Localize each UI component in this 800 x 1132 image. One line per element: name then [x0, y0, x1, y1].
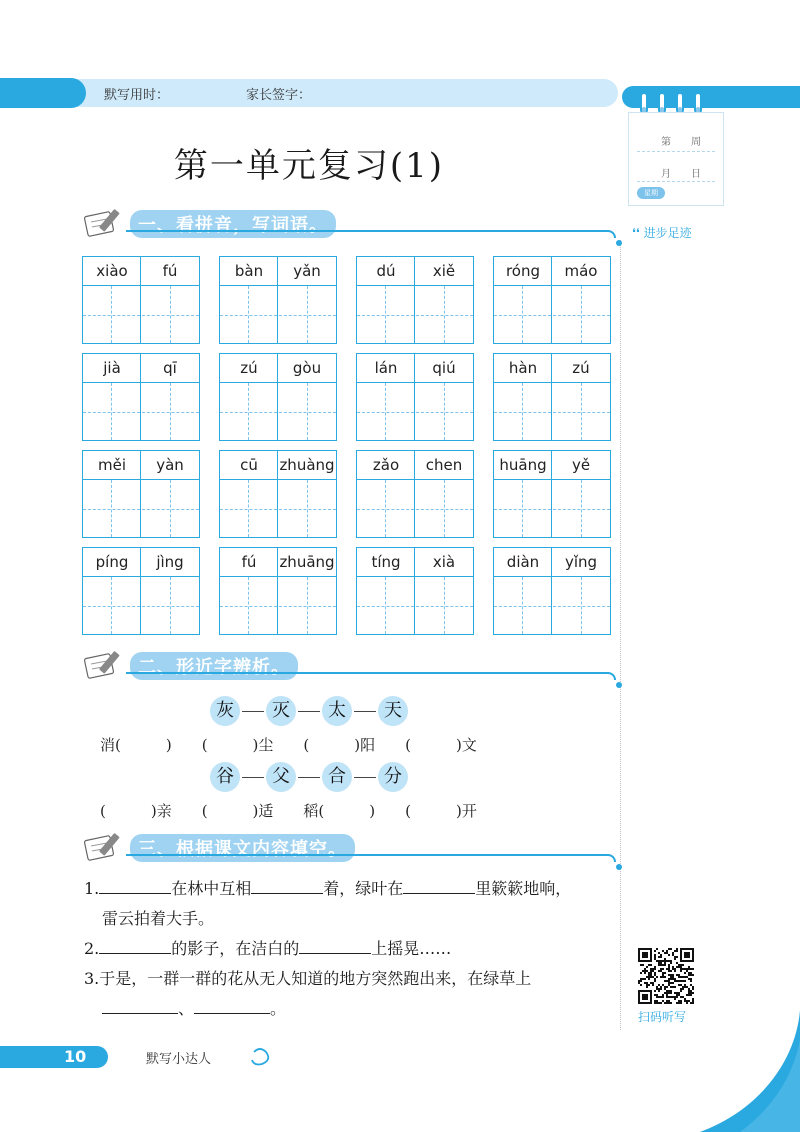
side-divider: [620, 240, 621, 1030]
pinyin-syllable: cū: [240, 456, 258, 474]
guide-line: [385, 480, 386, 537]
progress-label: [632, 224, 692, 241]
section-2-title: 二、形近字辨析。: [130, 652, 298, 680]
grid-line: [494, 479, 610, 480]
grid-line: [220, 382, 336, 383]
guide-line: [357, 315, 473, 316]
pinyin-syllable: hàn: [508, 359, 538, 377]
pinyin-word-box[interactable]: [82, 547, 200, 635]
dash: [354, 711, 376, 712]
question-text: 在林中互相: [171, 879, 252, 898]
ring-icon: [676, 92, 684, 114]
guide-line: [357, 412, 473, 413]
guide-line: [522, 286, 523, 343]
section-1-title: 一、看拼音，写词语。: [130, 210, 336, 238]
grid-line: [140, 257, 141, 343]
grid-line: [83, 285, 199, 286]
dash: [242, 777, 264, 778]
guide-line: [248, 383, 249, 440]
char-bubble: 合: [322, 762, 352, 792]
grid-line: [277, 548, 278, 634]
pinyin-syllable: chen: [425, 456, 463, 474]
question-1-line2: 雷云拍着大手。: [102, 909, 215, 928]
pinyin-word-box[interactable]: [82, 256, 200, 344]
ring-icon: [640, 92, 648, 114]
guide-line: [111, 383, 112, 440]
grid-line: [551, 451, 552, 537]
pinyin-syllable: jìng: [156, 553, 184, 571]
dash: [242, 711, 264, 712]
question-2: [84, 936, 451, 959]
grid-line: [277, 451, 278, 537]
ring-icon: [658, 92, 666, 114]
answer-blank[interactable]: [403, 880, 475, 894]
page-corner-decoration: [700, 1010, 800, 1132]
guide-line: [220, 606, 336, 607]
guide-line: [522, 383, 523, 440]
grid-line: [494, 285, 610, 286]
pinyin-syllable: fú: [241, 553, 257, 571]
pinyin-word-box[interactable]: [493, 353, 611, 441]
pinyin-word-box[interactable]: [356, 353, 474, 441]
guide-line: [522, 480, 523, 537]
grid-line: [494, 576, 610, 577]
pinyin-syllable: dú: [376, 262, 396, 280]
section-rule: [126, 672, 616, 680]
page-number: 10: [0, 1046, 108, 1068]
grid-line: [277, 354, 278, 440]
answer-blank[interactable]: [102, 1000, 178, 1014]
pinyin-syllable: yě: [571, 456, 591, 474]
grid-line: [220, 576, 336, 577]
pinyin-syllable: zhuàng: [279, 456, 335, 474]
section-dot: [616, 864, 622, 870]
grid-line: [551, 257, 552, 343]
pinyin-word-box[interactable]: [82, 450, 200, 538]
footprints-icon: ❛❛: [632, 226, 640, 240]
section-3-heading: [82, 830, 622, 860]
guide-line: [522, 577, 523, 634]
header-strip: [0, 78, 618, 108]
pinyin-syllable: xià: [432, 553, 456, 571]
pinyin-syllable: zú: [240, 359, 258, 377]
guide-line: [444, 480, 445, 537]
guide-line: [83, 606, 199, 607]
pinyin-grid: [82, 256, 612, 638]
guide-line: [170, 577, 171, 634]
guide-line: [307, 383, 308, 440]
section-1-heading: [82, 206, 622, 236]
calendar-week: 第 周: [661, 137, 701, 148]
grid-line: [220, 285, 336, 286]
calendar-card: [628, 112, 724, 206]
question-text: 的影子，在洁白的: [171, 939, 300, 958]
swirl-icon: [250, 1046, 274, 1068]
guide-line: [111, 577, 112, 634]
grid-line: [414, 451, 415, 537]
grid-line: [83, 382, 199, 383]
section-2-heading: [82, 648, 622, 678]
pinyin-word-box[interactable]: [356, 450, 474, 538]
grid-line: [414, 548, 415, 634]
ring-icon: [694, 92, 702, 114]
question-number: 3.: [84, 969, 100, 988]
calendar-divider: [637, 151, 715, 152]
dash: [298, 777, 320, 778]
guide-line: [170, 383, 171, 440]
pinyin-syllable: yǐng: [564, 553, 598, 571]
pinyin-syllable: máo: [564, 262, 598, 280]
question-text: 着，绿叶在: [323, 879, 404, 898]
pinyin-syllable: tíng: [371, 553, 401, 571]
period: 。: [270, 999, 287, 1018]
pinyin-syllable: huāng: [499, 456, 547, 474]
qr-code-icon[interactable]: [638, 948, 694, 1004]
fill-row-2[interactable]: ( )亲 ( )适 稻( ) ( )开: [100, 802, 477, 820]
guide-line: [83, 412, 199, 413]
guide-line: [444, 286, 445, 343]
grid-line: [414, 354, 415, 440]
char-bubble: 太: [322, 696, 352, 726]
section-dot: [616, 240, 622, 246]
char-bubble: 灰: [210, 696, 240, 726]
pinyin-syllable: gòu: [292, 359, 322, 377]
pinyin-syllable: róng: [505, 262, 541, 280]
guide-line: [83, 315, 199, 316]
guide-line: [307, 480, 308, 537]
guide-line: [248, 286, 249, 343]
guide-line: [170, 286, 171, 343]
grid-line: [140, 354, 141, 440]
pinyin-syllable: píng: [95, 553, 129, 571]
section-3-title: 三、根据课文内容填空。: [130, 834, 355, 862]
dictation-time-label: 默写用时：: [104, 88, 170, 103]
calendar-date: 月 日: [661, 169, 701, 180]
guide-line: [385, 383, 386, 440]
pinyin-word-box[interactable]: [219, 353, 337, 441]
notebook-pencil-icon: [82, 206, 128, 240]
pinyin-word-box[interactable]: [219, 547, 337, 635]
guide-line: [494, 606, 610, 607]
section-dot: [616, 682, 622, 688]
grid-line: [551, 548, 552, 634]
answer-blank[interactable]: [194, 1000, 270, 1014]
book-title: 默写小达人: [146, 1052, 212, 1067]
grid-line: [414, 257, 415, 343]
guide-line: [494, 412, 610, 413]
progress-text: 进步足迹: [643, 226, 692, 240]
pinyin-syllable: qī: [163, 359, 177, 377]
grid-line: [357, 576, 473, 577]
char-bubble: 分: [378, 762, 408, 792]
section-rule: [126, 230, 616, 238]
pinyin-syllable: yǎn: [293, 262, 321, 280]
pinyin-word-box[interactable]: [219, 450, 337, 538]
grid-line: [357, 382, 473, 383]
guide-line: [307, 577, 308, 634]
answer-blank[interactable]: [99, 940, 171, 954]
guide-line: [111, 286, 112, 343]
dash: [298, 711, 320, 712]
grid-line: [83, 576, 199, 577]
pinyin-syllable: zú: [572, 359, 590, 377]
guide-line: [581, 383, 582, 440]
section-rule: [126, 854, 616, 862]
pinyin-syllable: zhuāng: [279, 553, 335, 571]
pinyin-syllable: fú: [162, 262, 178, 280]
grid-line: [140, 548, 141, 634]
calendar-divider: [637, 181, 715, 182]
grid-line: [357, 479, 473, 480]
guide-line: [111, 480, 112, 537]
question-3: [84, 966, 531, 989]
guide-line: [357, 606, 473, 607]
pinyin-syllable: bàn: [234, 262, 264, 280]
pinyin-syllable: yàn: [156, 456, 184, 474]
char-bubble: 父: [266, 762, 296, 792]
guide-line: [83, 509, 199, 510]
guide-line: [220, 509, 336, 510]
dash: [354, 777, 376, 778]
question-text: 于是，一群一群的花从无人知道的地方突然跑出来，在绿草上: [99, 969, 532, 988]
grid-line: [494, 382, 610, 383]
grid-line: [551, 354, 552, 440]
pinyin-syllable: qiú: [432, 359, 456, 377]
pinyin-word-box[interactable]: [356, 547, 474, 635]
guide-line: [581, 286, 582, 343]
char-group-2: [0, 762, 618, 792]
guide-line: [357, 509, 473, 510]
pinyin-syllable: zǎo: [372, 456, 400, 474]
notebook-pencil-icon: [82, 648, 128, 682]
pinyin-syllable: xiě: [432, 262, 456, 280]
notebook-pencil-icon: [82, 830, 128, 864]
answer-blank[interactable]: [251, 880, 323, 894]
guide-line: [248, 577, 249, 634]
guide-line: [220, 412, 336, 413]
question-1: [84, 876, 571, 899]
guide-line: [385, 577, 386, 634]
answer-blank[interactable]: [99, 880, 171, 894]
header-strip-dark: [0, 78, 86, 108]
guide-line: [494, 509, 610, 510]
grid-line: [140, 451, 141, 537]
pinyin-word-box[interactable]: [493, 547, 611, 635]
grid-line: [83, 479, 199, 480]
guide-line: [581, 577, 582, 634]
pinyin-syllable: měi: [97, 456, 126, 474]
pinyin-syllable: jià: [103, 359, 121, 377]
char-group-1: [0, 696, 618, 726]
answer-blank[interactable]: [299, 940, 371, 954]
char-bubble: 谷: [210, 762, 240, 792]
guide-line: [494, 315, 610, 316]
guide-line: [307, 286, 308, 343]
question-text: 上摇晃……: [371, 939, 452, 958]
question-number: 1.: [84, 879, 100, 898]
parent-signature-label: 家长签字：: [246, 88, 312, 103]
grid-line: [277, 257, 278, 343]
pinyin-word-box[interactable]: [219, 256, 337, 344]
char-bubble: 灭: [266, 696, 296, 726]
pinyin-syllable: xiào: [96, 262, 128, 280]
guide-line: [220, 315, 336, 316]
weekday-badge: 星期: [637, 187, 665, 199]
grid-line: [357, 285, 473, 286]
page-title: 第一单元复习(1): [173, 146, 445, 186]
question-3-line2: [102, 996, 286, 1019]
pinyin-word-box[interactable]: [356, 256, 474, 344]
fill-row-1[interactable]: 消( ) ( )尘 ( )阳 ( )文: [100, 736, 477, 754]
grid-line: [220, 479, 336, 480]
question-number: 2.: [84, 939, 100, 958]
guide-line: [248, 480, 249, 537]
pinyin-syllable: diàn: [506, 553, 540, 571]
guide-line: [444, 383, 445, 440]
qr-label: 扫码听写: [638, 1010, 687, 1024]
char-bubble: 天: [378, 696, 408, 726]
pinyin-word-box[interactable]: [493, 450, 611, 538]
question-text: 里簌簌地响，: [475, 879, 572, 898]
pinyin-word-box[interactable]: [82, 353, 200, 441]
pinyin-syllable: lán: [374, 359, 398, 377]
guide-line: [170, 480, 171, 537]
guide-line: [444, 577, 445, 634]
guide-line: [581, 480, 582, 537]
separator: 、: [178, 999, 195, 1018]
guide-line: [385, 286, 386, 343]
pinyin-word-box[interactable]: [493, 256, 611, 344]
